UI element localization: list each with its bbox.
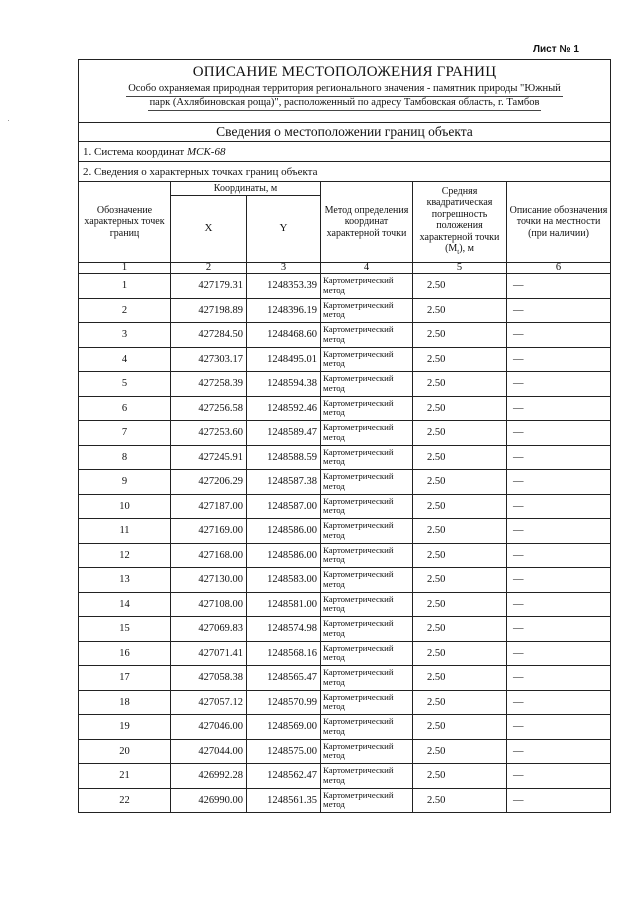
coordinate-y: 1248562.47 xyxy=(247,764,321,789)
point-number: 7 xyxy=(79,421,171,446)
method-line-2: метод xyxy=(323,333,345,344)
point-description: — xyxy=(507,666,611,691)
coordinate-y: 1248561.35 xyxy=(247,788,321,813)
point-number: 22 xyxy=(79,788,171,813)
method xyxy=(321,323,413,348)
method xyxy=(321,421,413,446)
table-row xyxy=(79,543,611,568)
header-description: Описание обозначения точки на местности (при наличии) xyxy=(507,182,611,263)
position-error: 2.50 xyxy=(413,519,507,544)
method-line-1: Картометрический xyxy=(323,740,394,751)
document-subtitle xyxy=(79,81,610,114)
point-description: — xyxy=(507,470,611,495)
method xyxy=(321,568,413,593)
coordinate-y: 1248589.47 xyxy=(247,421,321,446)
method-line-1: Картометрический xyxy=(323,324,394,335)
section-title: Сведения о местоположении границ объекта xyxy=(79,123,611,142)
method-line-1: Картометрический xyxy=(323,275,394,286)
coordinate-x: 427071.41 xyxy=(171,641,247,666)
point-number: 14 xyxy=(79,592,171,617)
method-line-2: метод xyxy=(323,652,345,663)
point-description: — xyxy=(507,739,611,764)
table-row xyxy=(79,788,611,813)
point-description: — xyxy=(507,617,611,642)
table-row xyxy=(79,347,611,372)
coordinate-x: 427206.29 xyxy=(171,470,247,495)
table-body xyxy=(79,274,611,813)
method-line-1: Картометрический xyxy=(323,471,394,482)
method xyxy=(321,372,413,397)
header-point: Обозначение характерных точек границ xyxy=(79,182,171,263)
method xyxy=(321,519,413,544)
coordinate-y: 1248586.00 xyxy=(247,543,321,568)
coordinate-y: 1248581.00 xyxy=(247,592,321,617)
point-description: — xyxy=(507,274,611,299)
coordinate-y: 1248574.98 xyxy=(247,617,321,642)
method-line-2: метод xyxy=(323,382,345,393)
coordinate-x: 427057.12 xyxy=(171,690,247,715)
position-error: 2.50 xyxy=(413,715,507,740)
point-number: 11 xyxy=(79,519,171,544)
point-number: 15 xyxy=(79,617,171,642)
method-line-1: Картометрический xyxy=(323,667,394,678)
point-number: 19 xyxy=(79,715,171,740)
coordinate-y: 1248594.38 xyxy=(247,372,321,397)
table-row xyxy=(79,298,611,323)
point-number: 1 xyxy=(79,274,171,299)
table-row xyxy=(79,372,611,397)
table-row xyxy=(79,666,611,691)
method-line-1: Картометрический xyxy=(323,691,394,702)
coordinate-x: 427046.00 xyxy=(171,715,247,740)
coordinate-x: 427253.60 xyxy=(171,421,247,446)
column-number: 4 xyxy=(321,263,413,274)
point-description: — xyxy=(507,421,611,446)
coordinate-y: 1248587.38 xyxy=(247,470,321,495)
table-row xyxy=(79,641,611,666)
point-number: 10 xyxy=(79,494,171,519)
method-line-1: Картометрический xyxy=(323,716,394,727)
point-description: — xyxy=(507,543,611,568)
position-error: 2.50 xyxy=(413,396,507,421)
position-error: 2.50 xyxy=(413,323,507,348)
method-line-1: Картометрический xyxy=(323,765,394,776)
point-description: — xyxy=(507,445,611,470)
coordinate-x: 427187.00 xyxy=(171,494,247,519)
position-error: 2.50 xyxy=(413,421,507,446)
coordinate-y: 1248495.01 xyxy=(247,347,321,372)
coordinate-x: 427169.00 xyxy=(171,519,247,544)
position-error: 2.50 xyxy=(413,690,507,715)
table-row xyxy=(79,494,611,519)
position-error: 2.50 xyxy=(413,592,507,617)
sheet-number: Лист № 1 xyxy=(533,44,579,55)
method xyxy=(321,666,413,691)
point-description: — xyxy=(507,372,611,397)
method xyxy=(321,274,413,299)
point-description: — xyxy=(507,641,611,666)
point-number: 18 xyxy=(79,690,171,715)
coordinate-y: 1248583.00 xyxy=(247,568,321,593)
coordinate-x: 427069.83 xyxy=(171,617,247,642)
method-line-2: метод xyxy=(323,480,345,491)
coordinate-x: 426990.00 xyxy=(171,788,247,813)
coordinate-x: 427179.31 xyxy=(171,274,247,299)
coordinate-y: 1248575.00 xyxy=(247,739,321,764)
method-line-1: Картометрический xyxy=(323,520,394,531)
point-number: 6 xyxy=(79,396,171,421)
point-description: — xyxy=(507,494,611,519)
coordinate-x: 427198.89 xyxy=(171,298,247,323)
coordinate-y: 1248570.99 xyxy=(247,690,321,715)
method-line-2: метод xyxy=(323,529,345,540)
coordinate-x: 427108.00 xyxy=(171,592,247,617)
table-row xyxy=(79,470,611,495)
subtitle-line-1: Особо охраняемая природная территория регионального значения - памятник природы "Южный xyxy=(126,83,563,97)
method xyxy=(321,445,413,470)
table-row xyxy=(79,396,611,421)
column-number: 2 xyxy=(171,263,247,274)
point-number: 3 xyxy=(79,323,171,348)
coordinate-x: 427303.17 xyxy=(171,347,247,372)
column-number: 3 xyxy=(247,263,321,274)
method xyxy=(321,470,413,495)
table-row xyxy=(79,715,611,740)
method-line-2: метод xyxy=(323,431,345,442)
table-row xyxy=(79,690,611,715)
method-line-1: Картометрический xyxy=(323,789,394,800)
point-number: 17 xyxy=(79,666,171,691)
points-section-title: 2. Сведения о характерных точках границ объекта xyxy=(79,162,611,182)
method-line-1: Картометрический xyxy=(323,373,394,384)
coordinate-y: 1248565.47 xyxy=(247,666,321,691)
table-row xyxy=(79,445,611,470)
method xyxy=(321,715,413,740)
point-number: 5 xyxy=(79,372,171,397)
method-line-1: Картометрический xyxy=(323,348,394,359)
method-line-2: метод xyxy=(323,309,345,320)
position-error: 2.50 xyxy=(413,274,507,299)
method xyxy=(321,396,413,421)
method-line-2: метод xyxy=(323,554,345,565)
method xyxy=(321,690,413,715)
coordinate-y: 1248592.46 xyxy=(247,396,321,421)
method xyxy=(321,592,413,617)
scan-speck xyxy=(8,120,9,121)
method-line-2: метод xyxy=(323,799,345,810)
point-number: 4 xyxy=(79,347,171,372)
method xyxy=(321,617,413,642)
table-row xyxy=(79,274,611,299)
column-number: 5 xyxy=(413,263,507,274)
method-line-2: метод xyxy=(323,456,345,467)
position-error: 2.50 xyxy=(413,764,507,789)
position-error: 2.50 xyxy=(413,641,507,666)
method-line-1: Картометрический xyxy=(323,642,394,653)
column-number: 6 xyxy=(507,263,611,274)
point-description: — xyxy=(507,764,611,789)
header-y: Y xyxy=(247,196,321,263)
table-row xyxy=(79,617,611,642)
coordinate-x: 427245.91 xyxy=(171,445,247,470)
point-description: — xyxy=(507,323,611,348)
point-number: 13 xyxy=(79,568,171,593)
point-number: 16 xyxy=(79,641,171,666)
position-error: 2.50 xyxy=(413,372,507,397)
method-line-2: метод xyxy=(323,407,345,418)
header-x: X xyxy=(171,196,247,263)
method-line-2: метод xyxy=(323,774,345,785)
point-number: 20 xyxy=(79,739,171,764)
coordinate-x: 427258.39 xyxy=(171,372,247,397)
header-method: Метод определения координат характерной точки xyxy=(321,182,413,263)
document-title: ОПИСАНИЕ МЕСТОПОЛОЖЕНИЯ ГРАНИЦ xyxy=(192,64,497,80)
method-line-2: метод xyxy=(323,578,345,589)
point-number: 21 xyxy=(79,764,171,789)
method-line-2: метод xyxy=(323,701,345,712)
method xyxy=(321,543,413,568)
method xyxy=(321,347,413,372)
method xyxy=(321,298,413,323)
boundary-description-document xyxy=(78,59,610,813)
point-description: — xyxy=(507,396,611,421)
method xyxy=(321,641,413,666)
coordinate-x: 427168.00 xyxy=(171,543,247,568)
position-error: 2.50 xyxy=(413,788,507,813)
method-line-1: Картометрический xyxy=(323,618,394,629)
coordinate-y: 1248586.00 xyxy=(247,519,321,544)
subtitle-line-2: парк (Ахлябиновская роща)", расположенный по адресу Тамбовская область, г. Тамбов xyxy=(148,97,542,111)
position-error: 2.50 xyxy=(413,543,507,568)
coordinate-x: 427044.00 xyxy=(171,739,247,764)
coordinate-y: 1248468.60 xyxy=(247,323,321,348)
table-row xyxy=(79,323,611,348)
position-error: 2.50 xyxy=(413,568,507,593)
coordinate-y: 1248396.19 xyxy=(247,298,321,323)
table-row xyxy=(79,592,611,617)
point-description: — xyxy=(507,715,611,740)
point-number: 8 xyxy=(79,445,171,470)
method-line-1: Картометрический xyxy=(323,593,394,604)
method-line-2: метод xyxy=(323,725,345,736)
coordinate-x: 427256.58 xyxy=(171,396,247,421)
method-line-2: метод xyxy=(323,284,345,295)
position-error: 2.50 xyxy=(413,494,507,519)
position-error: 2.50 xyxy=(413,617,507,642)
method-line-1: Картометрический xyxy=(323,446,394,457)
table-row xyxy=(79,421,611,446)
table-row xyxy=(79,739,611,764)
header-coordinates: Координаты, м xyxy=(171,182,321,196)
method xyxy=(321,739,413,764)
position-error: 2.50 xyxy=(413,298,507,323)
point-number: 2 xyxy=(79,298,171,323)
table-row xyxy=(79,764,611,789)
method-line-1: Картометрический xyxy=(323,495,394,506)
method-line-2: метод xyxy=(323,750,345,761)
coordinate-x: 427058.38 xyxy=(171,666,247,691)
method-line-1: Картометрический xyxy=(323,299,394,310)
method-line-2: метод xyxy=(323,505,345,516)
table-row xyxy=(79,568,611,593)
method-line-2: метод xyxy=(323,358,345,369)
header-error: Средняя квадратическая погрешность положения характерной точки $(M_t)$, м xyxy=(413,182,507,263)
position-error: 2.50 xyxy=(413,739,507,764)
coordinate-x: 426992.28 xyxy=(171,764,247,789)
coordinate-system-label: 1. Система координат xyxy=(83,145,185,158)
point-description: — xyxy=(507,519,611,544)
method-line-1: Картометрический xyxy=(323,422,394,433)
point-description: — xyxy=(507,592,611,617)
position-error: 2.50 xyxy=(413,445,507,470)
method-line-2: метод xyxy=(323,603,345,614)
position-error: 2.50 xyxy=(413,470,507,495)
position-error: 2.50 xyxy=(413,347,507,372)
table-row xyxy=(79,519,611,544)
method-line-1: Картометрический xyxy=(323,544,394,555)
boundary-table xyxy=(78,59,611,813)
point-description: — xyxy=(507,298,611,323)
point-description: — xyxy=(507,690,611,715)
coordinate-system-name: МСК-68 xyxy=(186,145,226,158)
point-number: 12 xyxy=(79,543,171,568)
coordinate-y: 1248587.00 xyxy=(247,494,321,519)
method-line-2: метод xyxy=(323,627,345,638)
point-description: — xyxy=(507,568,611,593)
method xyxy=(321,494,413,519)
column-number: 1 xyxy=(79,263,171,274)
coordinate-x: 427130.00 xyxy=(171,568,247,593)
point-description: — xyxy=(507,788,611,813)
method xyxy=(321,788,413,813)
coordinate-y: 1248569.00 xyxy=(247,715,321,740)
table-header xyxy=(79,60,611,274)
method-line-1: Картометрический xyxy=(323,569,394,580)
coordinate-y: 1248588.59 xyxy=(247,445,321,470)
coordinate-y: 1248353.39 xyxy=(247,274,321,299)
coordinate-y: 1248568.16 xyxy=(247,641,321,666)
point-number: 9 xyxy=(79,470,171,495)
method xyxy=(321,764,413,789)
point-description: — xyxy=(507,347,611,372)
method-line-1: Картометрический xyxy=(323,397,394,408)
coordinate-system xyxy=(79,142,611,162)
coordinate-x: 427284.50 xyxy=(171,323,247,348)
position-error: 2.50 xyxy=(413,666,507,691)
method-line-2: метод xyxy=(323,676,345,687)
